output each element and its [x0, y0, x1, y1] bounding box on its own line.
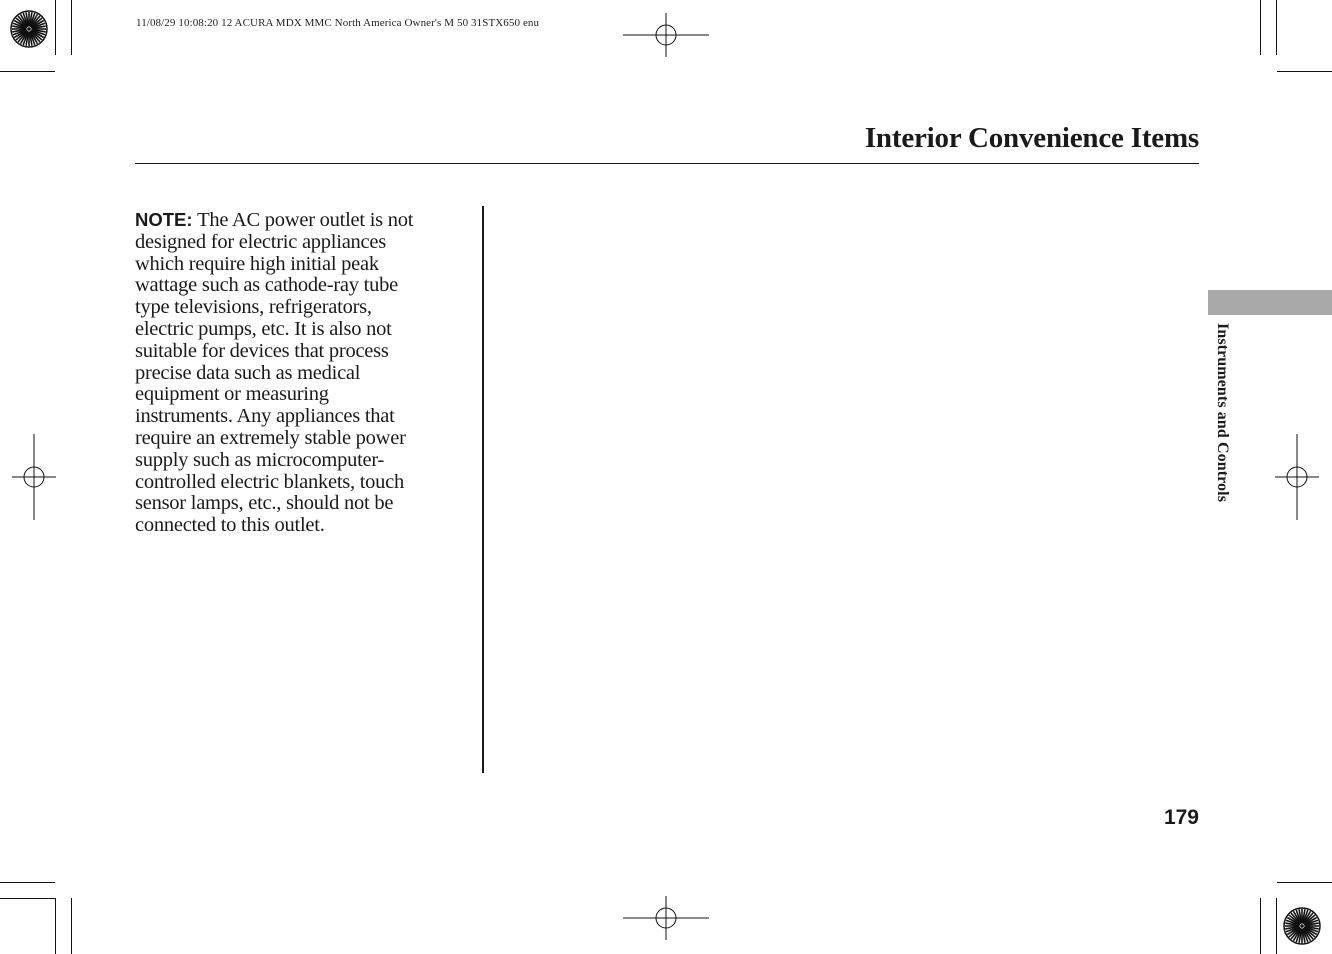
crop-mark-top-right: [1261, 0, 1332, 72]
section-tab-label: Instruments and Controls: [1214, 323, 1231, 503]
crop-mark-bottom-left: [0, 883, 72, 954]
registration-target-icon: [12, 434, 56, 520]
note-line: require an extremely stable power: [135, 426, 406, 449]
page-title: Interior Convenience Items: [864, 122, 1199, 154]
note-paragraph: [135, 209, 453, 537]
note-line: connected to this outlet.: [135, 514, 325, 537]
sunburst-target-icon: [11, 11, 47, 47]
registration-target-icon: [623, 896, 709, 940]
note-line: controlled electric blankets, touch: [135, 470, 405, 493]
note-line: designed for electric appliances: [135, 230, 386, 253]
note-line: type televisions, refrigerators,: [135, 296, 372, 319]
note-line: instruments. Any appliances that: [135, 405, 395, 428]
note-label: NOTE:: [135, 209, 193, 230]
sunburst-target-icon: [1284, 908, 1320, 944]
note-line: which require high initial peak: [135, 252, 379, 275]
column-divider: [482, 206, 484, 773]
registration-target-icon: [623, 13, 709, 57]
note-line: equipment or measuring: [135, 383, 329, 406]
page-number: 179: [1163, 806, 1199, 829]
note-first-line-text: The AC power outlet is not: [192, 209, 414, 231]
registration-target-icon: [1275, 434, 1319, 520]
note-first-line: [135, 209, 453, 232]
title-rule: [135, 163, 1199, 164]
section-tab: [1208, 290, 1332, 315]
note-line: suitable for devices that process: [135, 339, 389, 362]
note-line: supply such as microcomputer-: [135, 448, 385, 471]
note-line: sensor lamps, etc., should not be: [135, 492, 394, 515]
note-line: electric pumps, etc. It is also not: [135, 317, 392, 340]
print-job-info: 11/08/29 10:08:20 12 ACURA MDX MMC North America Owner's M 50 31STX650 enu: [136, 17, 540, 29]
note-line: precise data such as medical: [135, 361, 361, 384]
note-line: wattage such as cathode-ray tube: [135, 274, 398, 297]
